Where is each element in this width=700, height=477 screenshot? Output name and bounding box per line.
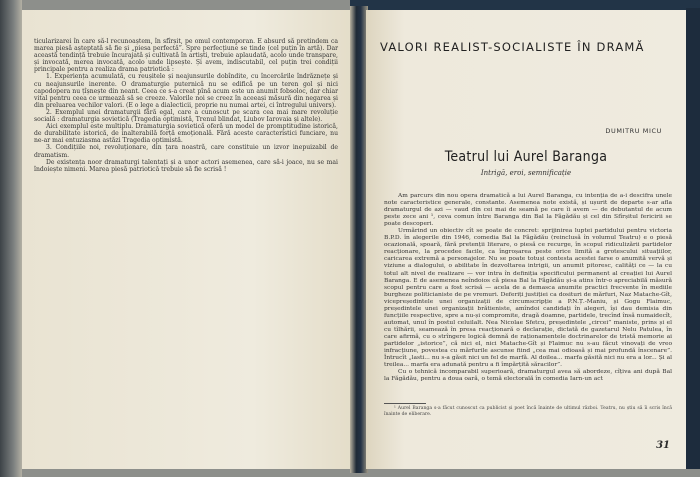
- article-paragraph: Am parcurs din nou opera dramatică a lui Aurel Baranga, cu intenția de a-i descifra unele note caracteristice generale, constante. Asemenea note există, și ușurit de departe s-ar afla dramaturgul de azi — vaud din cei mai de seamă pe care îi avem — de debutantul de acum peste zece ani ¹, ceva comun între Baranga din Bal la Făgădău și cel din Sfîrșitul fericirii se poate descoperi.: [384, 193, 672, 228]
- footnote-text: ¹ Aurel Baranga s-a făcut cunoscut ca publicist și poet încă înainte de ultimul război. Teatru, nu știu să îi scris încă înainte de eliberare.: [384, 406, 672, 417]
- left-paragraph: 2. Exemplul unei dramaturgii fără egal, care a cunoscut pe scara cea mai mare revoluție socială : dramaturgia sovietică (Tragedia optimistă, Trenul blindat, Liubov Iarovaia și altele).: [34, 108, 338, 124]
- left-page-text: [34, 38, 338, 173]
- article-paragraph: Cu o tehnică incomparabil superioară, dramaturgul avea să abordeze, cîțiva ani după Bal la Făgădău, pentru a doua oară, o temă electorală în comedia Iarn-un act: [384, 369, 672, 383]
- footnote-rule: [384, 403, 426, 404]
- left-page: [22, 10, 352, 469]
- article-paragraph: Urmărind un obiectiv cît se poate de concret: sprijinirea luptei partidului pentru victoria B.P.D. în alegerile din 1946, comedia Bal la Făgădău (reinclusă în volumul Teatru) e o piesă ocazională, spoară, fără pretenții literare, o piesă ce recurge, în scopul ridiculizării partidelor reacționare, la procedee facile, ca îngroșarea peste orice limită a grotescului situațiilor, caricarea extremă a personajelor. Nu se poate totuși contesta acestei farse o anumită vervă și viziune a dialogului, o abilitate în dezvoltarea intrigii, un anumit pitoresc, calități ce — la cu totul alt nivel de realizare — vor intra în definiția specificului permanent al creației lui Aurel Baranga. E de asemenea neîndoios că piesa Bal la Făgădău și-a atins într-o apreciabilă măsură scopul pentru care a fost scrisă — acela de a demasca anumite practici frecvente în mediile burgheze politicianiste de pe vremuri. Deferiți justiției ca dosituri de mărfuri, Naz Matache-Gît, vicepreședintele unei organizații de circumscripție a P.N.Ț.-Maniu, și Gogu Flaimuc, președintele unei organizații brătieniste, amîndoi candidați în alegeri, își dau demisia din funcțiile respective, spre a nu-și compromite, dragă doamne, partidele, trecînd însă numaidecît, automat, unul în postul celuilalt. Nea Nicolae Sfetcu, președintele „circei” maniste, prins și el cu tîlhării, seamează în presa reacționară o declarație, dictată de gazetarul Nelu Patulea, în care afirmă, cu o strîngere logică demnă de raționamentele doctrinarelor de tristă memorie ai partidelor „istorice”, că nici el, nici Matache-Gît și Flaimuc nu s-au făcut vinovați de vreo infracțiune, povestea cu mărfurile ascunse fiind „cea mai odioasă și mai profundă înscenare”. Întrucît „lasti... nu s-a găsit nici un fel de marfă. Al doilea... marfa găsită nici nu era a lor... Și al treilea... marfa era adunată pentru a fi împărțită săracilor”.: [384, 228, 672, 369]
- footnote: [384, 406, 672, 418]
- left-paragraph: 1. Experiența acumulată, cu reușitele și neajunsurile dobîndite, cu încercările îndrăznețe și cu neajunsurile inerente. O dramaturgie puternică nu se edifică pe un teren gol și nici capodopera nu țîșnește din neant. Ceea ce s-a creat pînă acum este un anumit fobsoloc, dar chiar vital pentru ceea ce urmează să se creeze. Valorile noi se creez în aceeași măsură din negarea și din preluarea vechilor valori. (E o lege a dialecticii, proprie nu numai artei, ci întregului univers).: [34, 73, 338, 109]
- left-paragraph: ticularizarei în care să-l recunoaștem, în sfîrșit, pe omul contemporan. E absurd să pretindem ca marea piesă așteptată să fie și „piesa perfectă”. Spre perfecțiune se tinde (cel puțin în artă). Dar această tendință trebuie încurajată și cultivată în artiști, trebuie aplaudată, acolo unde transpare, și invocată, merea invocată, acolo unde lipsește. Și avem, indiscutabil, cel puțin trei condiții principale pentru a realiza drama patriotică :: [34, 38, 338, 74]
- article-body: [384, 193, 672, 383]
- book-cover-edge: [0, 0, 22, 477]
- right-page: [366, 10, 686, 469]
- article-title: Teatrul lui Aurel Baranga: [444, 149, 608, 165]
- left-paragraph: Aici exemplul este multiplu. Dramaturgia sovietică oferă un model de promptitudine istorică, de durabilitate istorică, de inalterabilă forță emoțională. Fără aceste caracteristici funciare, nu ne-ar mai entuziasma astăzi Tragedia optimistă.: [34, 123, 338, 145]
- book-cover-right-edge: [686, 8, 700, 469]
- series-title: VALORI REALIST-SOCIALISTE ÎN DRAMĂ: [380, 40, 645, 54]
- left-paragraph: De existența noor dramaturgi talentați și a unor actori asemenea, care să-i joace, nu se mai îndoiește nimeni. Marea piesă patriotică trebuie să fie scrisă !: [34, 158, 338, 173]
- article-subtitle: Intrigă, eroi, semnificație: [480, 169, 572, 177]
- left-paragraph: 3. Condițiile noi, revoluționare, din țara noastră, care constituie un izvor inepuizabil de dramatism.: [34, 144, 338, 159]
- article-author: DUMITRU MICU: [605, 127, 662, 135]
- page-number: 31: [656, 440, 670, 451]
